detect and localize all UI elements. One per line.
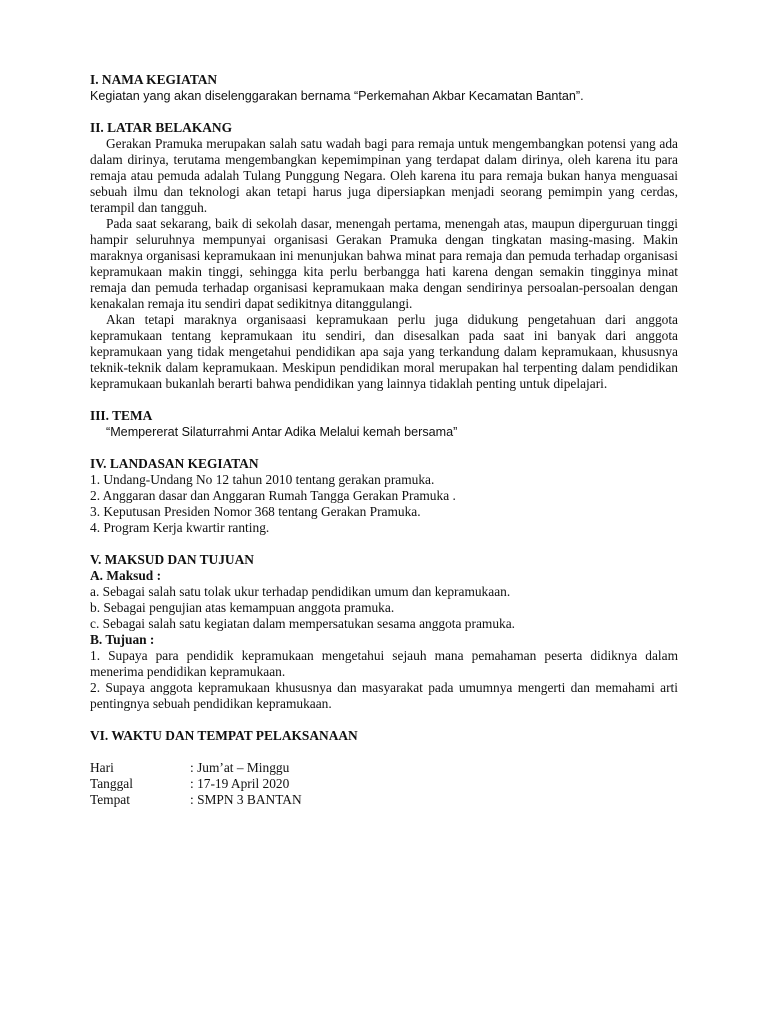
schedule-row — [90, 776, 678, 792]
list-item: a. Sebagai salah satu tolak ukur terhadap pendidikan umum dan kepramukaan. — [90, 584, 511, 599]
paragraph: Pada saat sekarang, baik di sekolah dasar, menengah pertama, menengah atas, maupun diperguruan tinggi hampir seluruhnya mempunyai organisasi Gerakan Pramuka dengan tingkatan masing-masing. Makin maraknya organisasi kepramukaan ini menunjukan bahwa minat para remaja dan pemuda terhadap organisasi kepramukaan makin tinggi, sehingga kita perlu berbangga hati karena dengan semakin tingginya minat remaja dan pemuda terhadap organisasi kepramukaan maka dengan sendirinya persoalan-persoalan dengan kenakalan remaja itu sendiri dapat sedikitnya ditanggulangi. — [90, 216, 678, 311]
list-item: b. Sebagai pengujian atas kemampuan anggota pramuka. — [90, 600, 395, 615]
section-heading: VI. WAKTU DAN TEMPAT PELAKSANAAN — [90, 728, 358, 743]
list-item: 1. Undang-Undang No 12 tahun 2010 tentang gerakan pramuka. — [90, 472, 435, 487]
section-waktu-tempat — [90, 728, 678, 808]
section-heading: III. TEMA — [90, 408, 153, 423]
schedule-value: : Jum’at – Minggu — [190, 760, 290, 775]
section-nama-kegiatan — [90, 72, 678, 104]
section-heading: II. LATAR BELAKANG — [90, 120, 232, 135]
subsection-heading: B. Tujuan : — [90, 632, 155, 647]
schedule-label: Tempat — [90, 792, 130, 807]
section-heading: I. NAMA KEGIATAN — [90, 72, 218, 87]
schedule-value: : 17-19 April 2020 — [190, 776, 290, 791]
list-item: 3. Keputusan Presiden Nomor 368 tentang Gerakan Pramuka. — [90, 504, 421, 519]
document-body — [90, 72, 678, 808]
section-text: Kegiatan yang akan diselenggarakan bernama “Perkemahan Akbar Kecamatan Bantan”. — [90, 89, 584, 103]
schedule-value: : SMPN 3 BANTAN — [190, 792, 302, 807]
subsection-heading: A. Maksud : — [90, 568, 162, 583]
schedule-label: Tanggal — [90, 776, 133, 791]
paragraph: Gerakan Pramuka merupakan salah satu wadah bagi para remaja untuk mengembangkan potensi yang ada dalam dirinya, terutama mengembangkan kepemimpinan yang terdapat dalam dirinya, oleh karena itu para remaja atau pemuda adalah Tulang Punggung Negara. Oleh karena itu para remaja bukan hanya menguasai sebuah ilmu dan teknologi akan tetapi harus juga dipersiapkan menjadi seorang pemimpin yang cerdas, terampil dan tangguh. — [90, 136, 678, 215]
section-heading: IV. LANDASAN KEGIATAN — [90, 456, 259, 471]
list-item: 2. Supaya anggota kepramukaan khususnya dan masyarakat pada umumnya mengerti dan memahami arti pentingnya sebuah pendidikan kepramukaan. — [90, 680, 678, 711]
schedule-row — [90, 792, 678, 808]
section-tema — [90, 408, 678, 440]
section-latar-belakang — [90, 120, 678, 392]
section-landasan-kegiatan — [90, 456, 678, 536]
section-maksud-tujuan — [90, 552, 678, 712]
paragraph: Akan tetapi maraknya organisaasi kepramukaan perlu juga didukung pengetahuan dari anggota kepramukaan tentang kepramukaan itu sendiri, dan disesalkan pada saat ini banyak dari anggota kepramukaan yang tidak mengetahui pendidikan apa saja yang terkandung dalam kepramukaan, khususnya teknik-teknik dalam kepramukaan. Meskipun pendidikan moral merupakan hal terpenting dalam pendidikan kepramukaan bukanlah berarti bahwa pendidikan yang lainnya tidaklah penting untuk dipelajari. — [90, 312, 678, 391]
list-item: c. Sebagai salah satu kegiatan dalam mempersatukan sesama anggota pramuka. — [90, 616, 515, 631]
list-item: 4. Program Kerja kwartir ranting. — [90, 520, 270, 535]
schedule-row — [90, 760, 678, 776]
section-heading: V. MAKSUD DAN TUJUAN — [90, 552, 254, 567]
list-item: 2. Anggaran dasar dan Anggaran Rumah Tangga Gerakan Pramuka . — [90, 488, 456, 503]
list-item: 1. Supaya para pendidik kepramukaan mengetahui sejauh mana pemahaman peserta didiknya dalam menerima pendidikan kepramukaan. — [90, 648, 678, 679]
theme-text: “Mempererat Silaturrahmi Antar Adika Melalui kemah bersama” — [106, 425, 458, 439]
schedule-label: Hari — [90, 760, 114, 775]
